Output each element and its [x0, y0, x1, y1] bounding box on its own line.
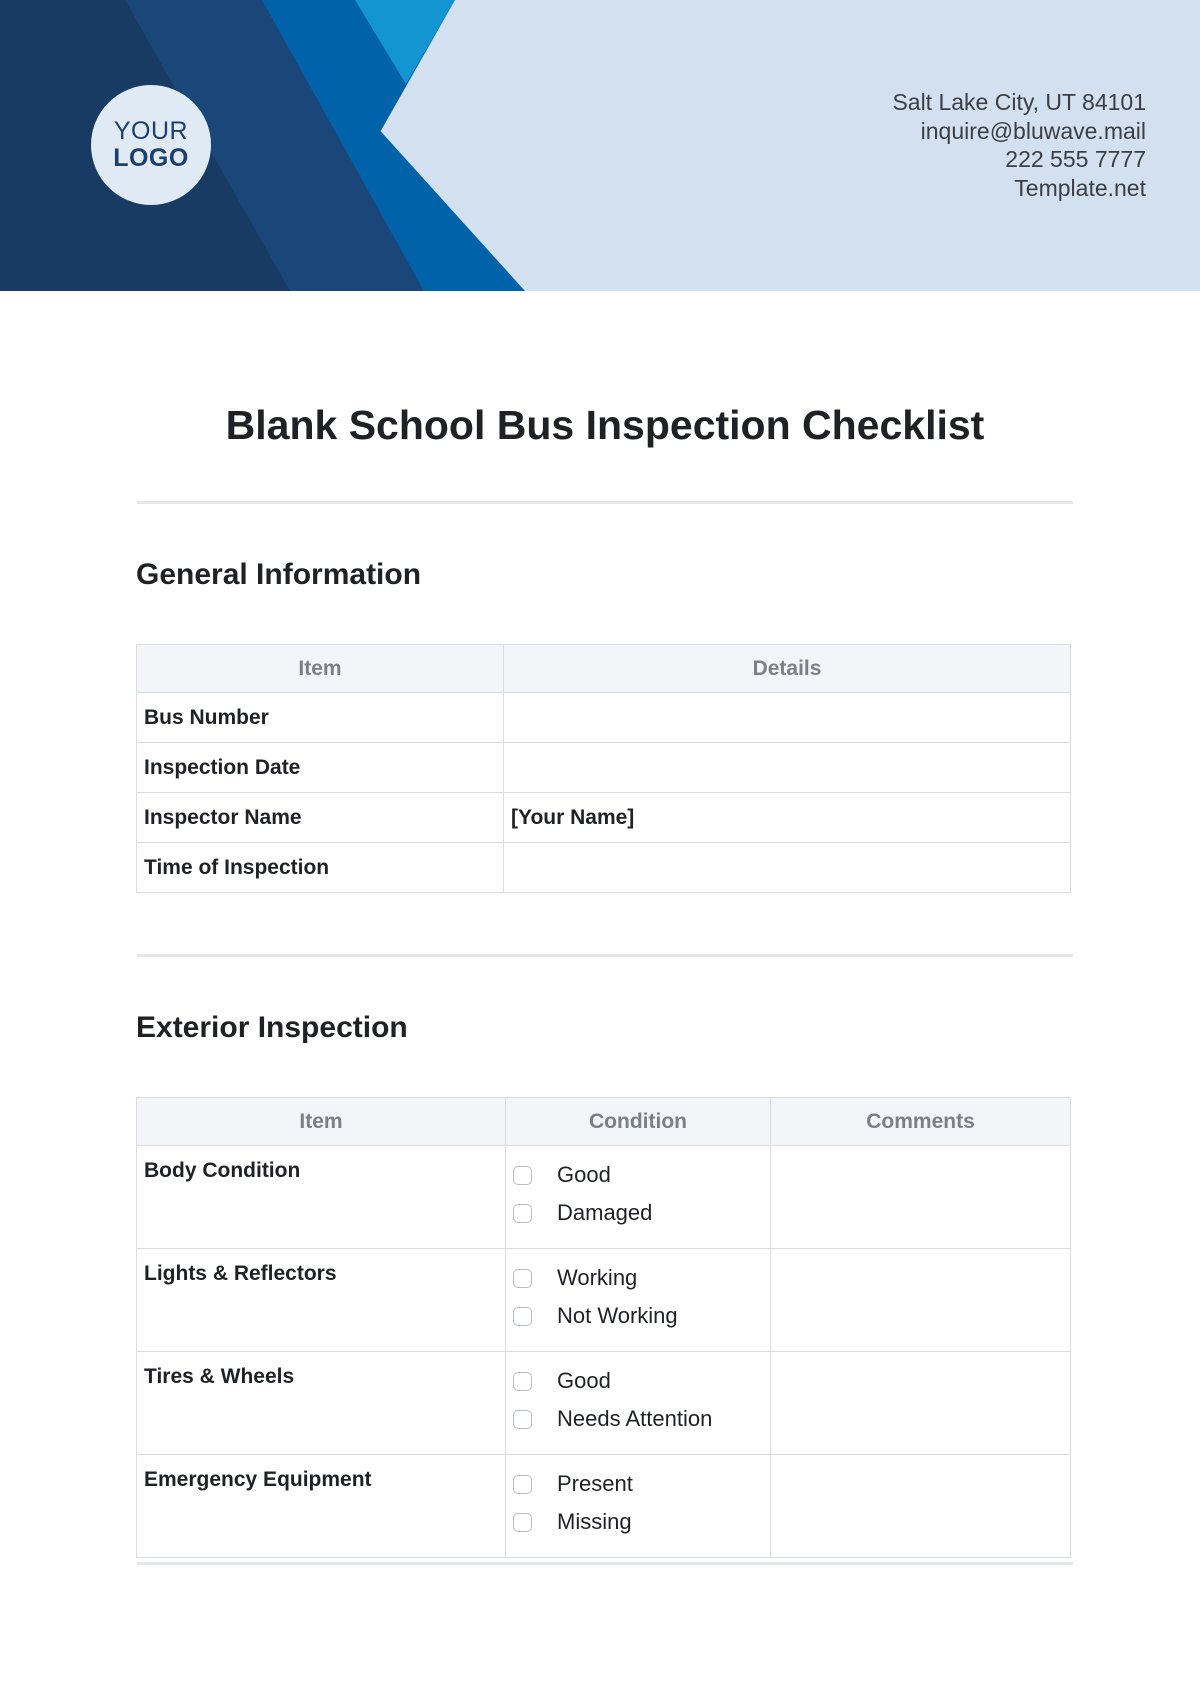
company-logo	[91, 85, 211, 205]
option-label: Not Working	[557, 1303, 678, 1328]
table-header-row	[137, 645, 1071, 693]
details-cell[interactable]	[504, 843, 1071, 893]
contact-website: Template.net	[1014, 174, 1146, 201]
table-row	[137, 793, 1071, 843]
table-row	[137, 1249, 1071, 1352]
condition-option[interactable]	[513, 1362, 763, 1400]
section-heading-general: General Information	[136, 558, 422, 591]
checkbox[interactable]	[513, 1475, 532, 1494]
contact-address: Salt Lake City, UT 84101	[892, 89, 1146, 115]
row-label: Time of Inspection	[137, 843, 504, 893]
exterior-inspection-table	[136, 1097, 1071, 1558]
table-row	[137, 743, 1071, 793]
document-title: Blank School Bus Inspection Checklist	[225, 402, 985, 448]
checkbox[interactable]	[513, 1307, 532, 1326]
table-header-row	[137, 1098, 1071, 1146]
row-label: Bus Number	[137, 693, 504, 743]
table-row	[137, 843, 1071, 893]
condition-option[interactable]	[513, 1156, 763, 1194]
checkbox[interactable]	[513, 1410, 532, 1429]
option-label: Working	[557, 1265, 638, 1290]
condition-option[interactable]	[513, 1465, 763, 1503]
option-label: Missing	[557, 1509, 632, 1534]
details-cell[interactable]: [Your Name]	[504, 793, 1071, 843]
details-cell[interactable]	[504, 743, 1071, 793]
checkbox[interactable]	[513, 1204, 532, 1223]
option-label: Good	[557, 1162, 611, 1187]
checkbox[interactable]	[513, 1372, 532, 1391]
logo-line-your: YOUR	[113, 117, 189, 145]
column-header-details: Details	[504, 645, 1071, 693]
row-label: Emergency Equipment	[137, 1455, 506, 1558]
comments-cell[interactable]	[771, 1146, 1071, 1249]
comments-cell[interactable]	[771, 1352, 1071, 1455]
comments-cell[interactable]	[771, 1455, 1071, 1558]
row-label: Lights & Reflectors	[137, 1249, 506, 1352]
divider	[137, 501, 1073, 504]
contact-email: inquire@bluwave.mail	[920, 117, 1146, 144]
row-label: Inspection Date	[137, 743, 504, 793]
table-row	[137, 1146, 1071, 1249]
table-row	[137, 1455, 1071, 1558]
condition-option[interactable]	[513, 1259, 763, 1297]
table-row	[137, 693, 1071, 743]
condition-cell	[506, 1146, 771, 1249]
condition-cell	[506, 1352, 771, 1455]
condition-cell	[506, 1455, 771, 1558]
condition-cell	[506, 1249, 771, 1352]
table-row	[137, 1352, 1071, 1455]
section-heading-exterior: Exterior Inspection	[136, 1011, 408, 1044]
condition-option[interactable]	[513, 1400, 763, 1438]
general-info-table	[136, 644, 1071, 893]
contact-block	[892, 88, 1146, 202]
column-header-condition: Condition	[506, 1098, 771, 1146]
logo-line-logo: LOGO	[113, 144, 189, 172]
details-cell[interactable]	[504, 693, 1071, 743]
header-banner	[0, 0, 1200, 291]
row-label: Inspector Name	[137, 793, 504, 843]
checkbox[interactable]	[513, 1513, 532, 1532]
option-label: Damaged	[557, 1200, 653, 1225]
condition-option[interactable]	[513, 1297, 763, 1335]
option-label: Needs Attention	[557, 1406, 713, 1431]
column-header-item: Item	[137, 1098, 506, 1146]
row-label: Tires & Wheels	[137, 1352, 506, 1455]
condition-option[interactable]	[513, 1503, 763, 1541]
checkbox[interactable]	[513, 1269, 532, 1288]
option-label: Good	[557, 1368, 611, 1393]
column-header-comments: Comments	[771, 1098, 1071, 1146]
condition-option[interactable]	[513, 1194, 763, 1232]
checkbox[interactable]	[513, 1166, 532, 1185]
contact-phone: 222 555 7777	[1005, 146, 1146, 173]
divider	[137, 1562, 1073, 1565]
comments-cell[interactable]	[771, 1249, 1071, 1352]
row-label: Body Condition	[137, 1146, 506, 1249]
divider	[137, 954, 1073, 957]
option-label: Present	[557, 1471, 633, 1496]
column-header-item: Item	[137, 645, 504, 693]
